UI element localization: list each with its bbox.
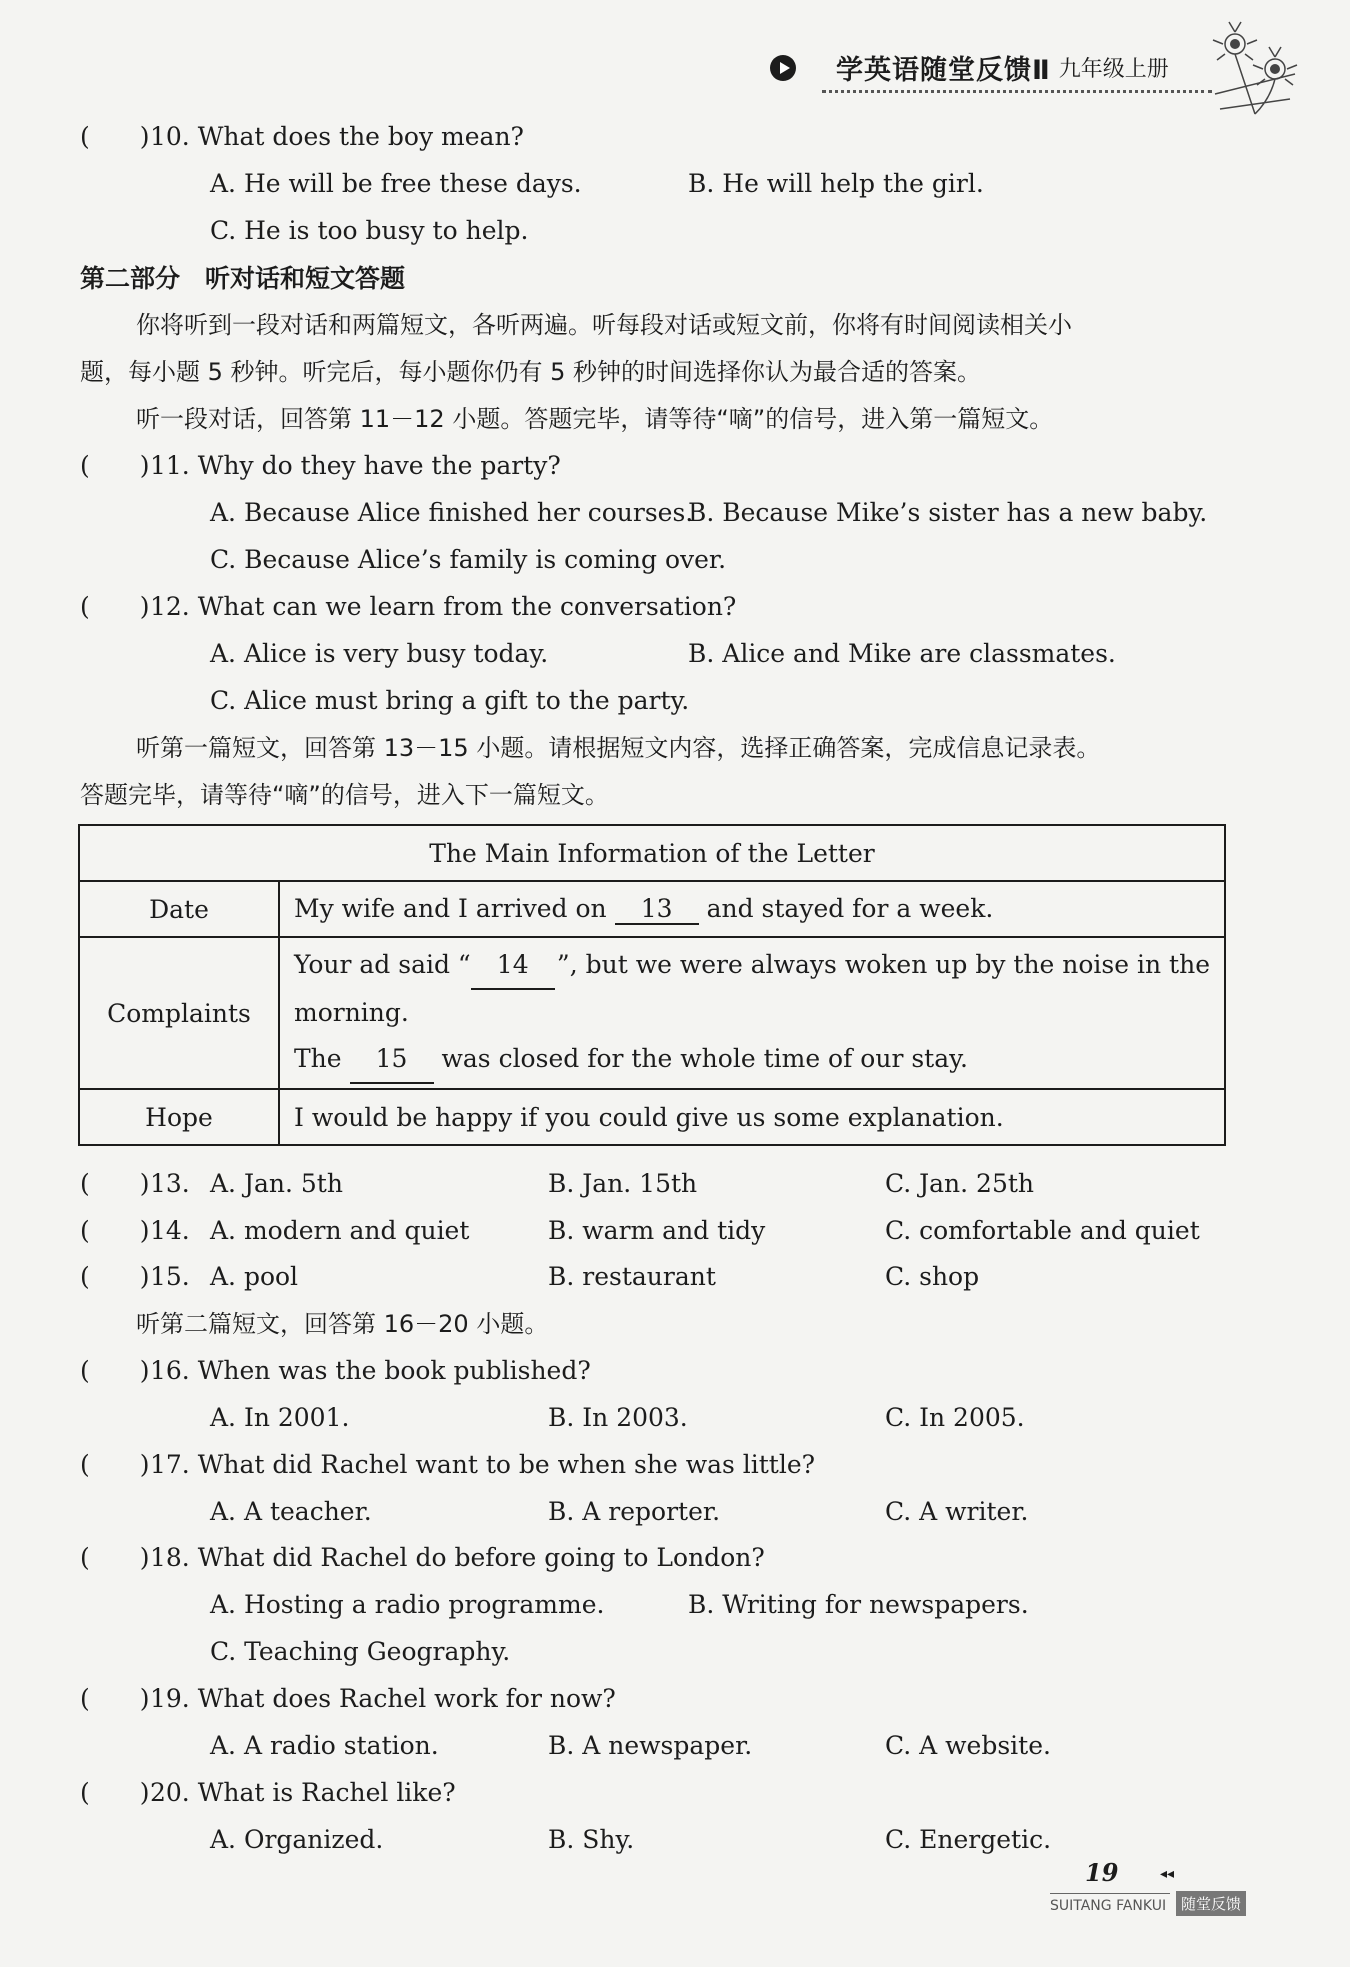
question-stem: 19. What does Rachel work for now? bbox=[150, 1684, 616, 1713]
question-stem: 16. When was the book published? bbox=[150, 1356, 591, 1385]
answer-blank[interactable]: ( ) bbox=[80, 1543, 150, 1572]
instruction-line: 听第二篇短文，回答第 16－20 小题。 bbox=[136, 1310, 549, 1338]
option-a: A. pool bbox=[210, 1262, 299, 1291]
footer-divider bbox=[1050, 1893, 1170, 1894]
answer-blank[interactable]: ( ) bbox=[80, 1216, 150, 1245]
question-stem: 10. What does the boy mean? bbox=[150, 122, 524, 151]
option-b: B. In 2003. bbox=[548, 1403, 688, 1432]
page-number: 19 bbox=[1085, 1858, 1119, 1887]
footer-badge: 随堂反馈 bbox=[1176, 1891, 1246, 1916]
option-a: A. Jan. 5th bbox=[210, 1169, 343, 1198]
answer-blank[interactable]: ( ) bbox=[80, 122, 150, 151]
answer-blank[interactable]: ( ) bbox=[80, 1684, 150, 1713]
answer-blank[interactable]: ( ) bbox=[80, 1778, 150, 1807]
option-a: A. In 2001. bbox=[210, 1403, 350, 1432]
option-b: B. A newspaper. bbox=[548, 1731, 753, 1760]
option-b: B. Writing for newspapers. bbox=[688, 1590, 1029, 1619]
option-c: C. comfortable and quiet bbox=[885, 1216, 1200, 1245]
letter-info-table bbox=[78, 824, 1226, 1146]
table-title: The Main Information of the Letter bbox=[79, 825, 1225, 881]
option-b: B. Alice and Mike are classmates. bbox=[688, 639, 1116, 668]
answer-blank[interactable]: ( ) bbox=[80, 451, 150, 480]
option-a: A. A radio station. bbox=[210, 1731, 439, 1760]
header-divider bbox=[822, 90, 1212, 93]
option-b: B. A reporter. bbox=[548, 1497, 721, 1526]
option-c: C. Because Alice’s family is coming over. bbox=[210, 545, 727, 574]
row-label-date: Date bbox=[79, 881, 279, 937]
answer-blank[interactable]: ( ) bbox=[80, 1169, 150, 1198]
option-c: C. shop bbox=[885, 1262, 980, 1291]
footer-pinyin: SUITANG FANKUI bbox=[1050, 1898, 1167, 1914]
option-a: A. Hosting a radio programme. bbox=[210, 1590, 605, 1619]
row-value-date: My wife and I arrived on 13 and stayed for a week. bbox=[279, 881, 1225, 937]
arrow-left-icon: ◂◂ bbox=[1160, 1866, 1175, 1882]
fill-blank-14[interactable]: 14 bbox=[471, 942, 555, 990]
question-stem: 18. What did Rachel do before going to London? bbox=[150, 1543, 765, 1572]
option-c: C. Jan. 25th bbox=[885, 1169, 1035, 1198]
question-stem: 11. Why do they have the party? bbox=[150, 451, 561, 480]
answer-blank[interactable]: ( ) bbox=[80, 1356, 150, 1385]
row-value-complaints: Your ad said “ 14 ”, but we were always woken up by the noise in the morning. The 15 was closed for the whole time of our stay. bbox=[279, 937, 1225, 1089]
option-b: B. restaurant bbox=[548, 1262, 716, 1291]
row-label-complaints: Complaints bbox=[79, 937, 279, 1089]
page-header bbox=[770, 48, 1169, 87]
row-label-hope: Hope bbox=[79, 1089, 279, 1145]
instruction-line: 你将听到一段对话和两篇短文，各听两遍。听每段对话或短文前，你将有时间阅读相关小 bbox=[136, 311, 1072, 339]
option-c: C. A writer. bbox=[885, 1497, 1029, 1526]
fill-blank-13[interactable]: 13 bbox=[615, 894, 699, 925]
option-b: B. Shy. bbox=[548, 1825, 635, 1854]
question-stem: 17. What did Rachel want to be when she was little? bbox=[150, 1450, 816, 1479]
answer-blank[interactable]: ( ) bbox=[80, 1262, 150, 1291]
option-a: A. Because Alice finished her courses. bbox=[210, 498, 694, 527]
question-stem: 12. What can we learn from the conversation? bbox=[150, 592, 737, 621]
question-number: 13. bbox=[150, 1169, 190, 1198]
option-a: A. Organized. bbox=[210, 1825, 384, 1854]
option-c: C. Energetic. bbox=[885, 1825, 1052, 1854]
answer-blank[interactable]: ( ) bbox=[80, 1450, 150, 1479]
option-c: C. In 2005. bbox=[885, 1403, 1025, 1432]
section-heading: 第二部分 听对话和短文答题 bbox=[80, 264, 406, 293]
option-a: A. Alice is very busy today. bbox=[210, 639, 549, 668]
option-a: A. A teacher. bbox=[210, 1497, 372, 1526]
fill-blank-15[interactable]: 15 bbox=[350, 1036, 434, 1084]
sunflower-decoration-icon bbox=[1195, 14, 1315, 124]
instruction-line: 题，每小题 5 秒钟。听完后，每小题你仍有 5 秒钟的时间选择你认为最合适的答案。 bbox=[80, 358, 982, 386]
option-a: A. modern and quiet bbox=[210, 1216, 470, 1245]
row-value-hope: I would be happy if you could give us some explanation. bbox=[279, 1089, 1225, 1145]
instruction-line: 答题完毕，请等待“嘀”的信号，进入下一篇短文。 bbox=[80, 781, 609, 809]
instruction-line: 听一段对话，回答第 11－12 小题。答题完毕，请等待“嘀”的信号，进入第一篇短文。 bbox=[136, 405, 1054, 433]
header-subtitle: 九年级上册 bbox=[1058, 57, 1169, 82]
question-number: 14. bbox=[150, 1216, 190, 1245]
question-number: 15. bbox=[150, 1262, 190, 1291]
option-b: B. Because Mike’s sister has a new baby. bbox=[688, 498, 1208, 527]
option-b: B. warm and tidy bbox=[548, 1216, 766, 1245]
option-c: C. A website. bbox=[885, 1731, 1051, 1760]
option-c: C. Teaching Geography. bbox=[210, 1637, 511, 1666]
option-c: C. Alice must bring a gift to the party. bbox=[210, 686, 690, 715]
option-b: B. He will help the girl. bbox=[688, 169, 984, 198]
answer-blank[interactable]: ( ) bbox=[80, 592, 150, 621]
header-title: 学英语随堂反馈Ⅱ bbox=[836, 55, 1051, 86]
question-stem: 20. What is Rachel like? bbox=[150, 1778, 456, 1807]
option-a: A. He will be free these days. bbox=[210, 169, 582, 198]
instruction-line: 听第一篇短文，回答第 13－15 小题。请根据短文内容，选择正确答案，完成信息记录表。 bbox=[136, 734, 1101, 762]
option-c: C. He is too busy to help. bbox=[210, 216, 529, 245]
play-icon bbox=[770, 55, 796, 81]
option-b: B. Jan. 15th bbox=[548, 1169, 698, 1198]
